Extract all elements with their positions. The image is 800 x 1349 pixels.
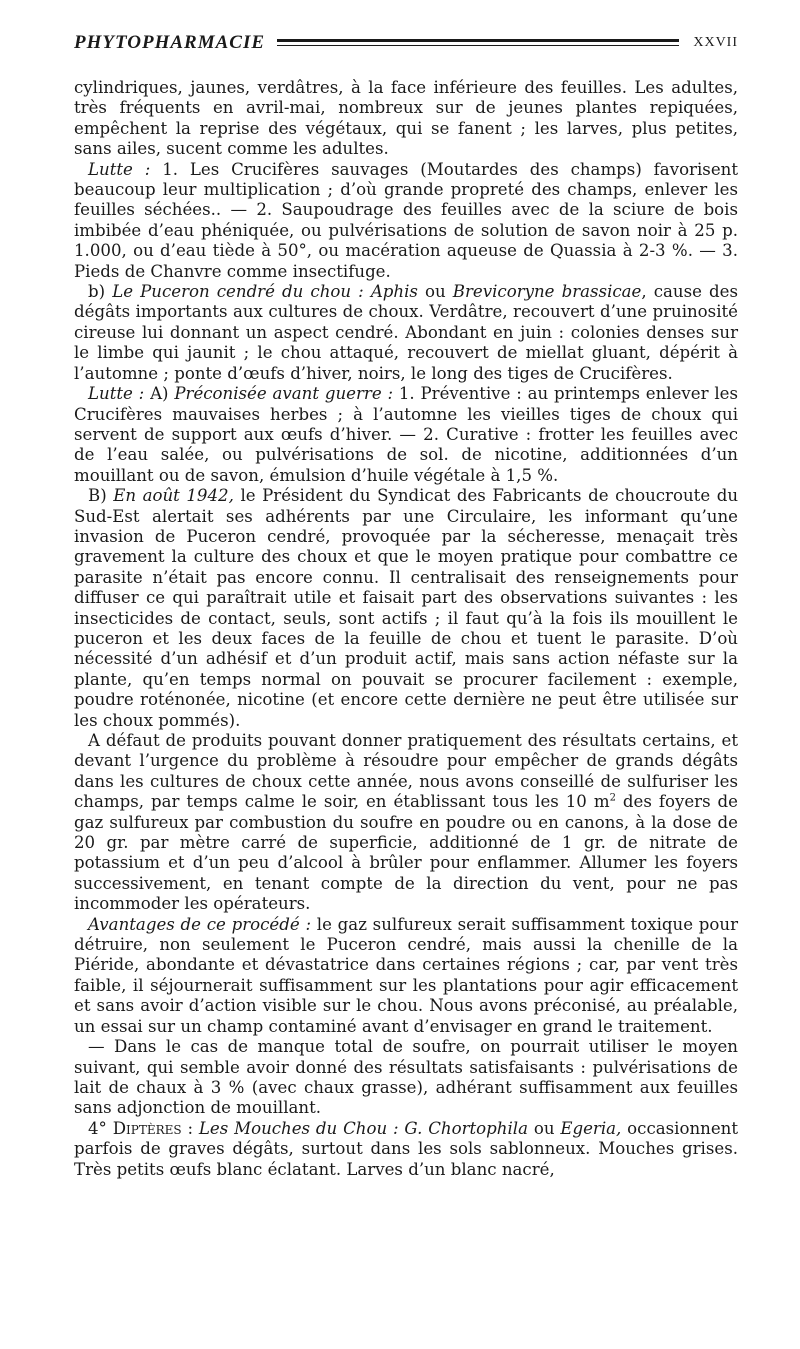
- paragraph-5-text: le Président du Syndicat des Fabricants de choucroute du Sud-Est alertait ses adhérents par une Circulaire, les informant qu’une invasion de Puceron cendré, provoquée par la sécheresse, menaçait très gravement la culture des choux et que le moyen pratique pour combattre ce parasite n’était pas encore connu. Il centralisait des renseignements pour diffuser ce qui paraîtrait utile et faisait part des observations suivantes : les insecticides de contact, seuls, sont actifs ; il faut qu’à la fois ils mouillent le puceron et les deux faces de la feuille de chou et tuent le parasite. D’où nécessité d’un adhésif et d’un produit actif, mais sans action néfaste sur la plante, qu’en temps normal on pouvait se procurer facilement : exemple, poudre roténonée, nicotine (et encore cette dernière ne peut être utilisée sur les choux pommés).: [74, 486, 739, 730]
- page-number: XXVII: [693, 35, 738, 50]
- paragraph-9-text: occasionnent parfois de graves dégâts, surtout dans les sols sablonneux. Mouches grises. Très petits œufs blanc éclatant. Larves d’un blanc nacré,: [74, 1118, 739, 1179]
- date-label: En août 1942,: [113, 486, 234, 506]
- paragraph-7-text: le gaz sulfureux serait suffisamment toxique pour détruire, non seulement le Puceron cendré, mais aussi la chenille de la Piéride, abondante et dévastatrice dans certaines régions ; car, par vent très faible, il séjournerait suffisamment sur les plantations pour agir efficacement et sans avoir d’action visible sur le chou. Nous avons préconisé, au préalable, un essai sur un champ contaminé avant d’envisager en grand le traitement.: [74, 914, 738, 1036]
- running-title: PHYTOPHARMACIE: [74, 32, 266, 53]
- avantages-label: Avantages de ce procédé :: [88, 914, 312, 934]
- paragraph-7: [74, 915, 738, 1037]
- subsection-title: Préconisée avant guerre :: [174, 384, 394, 404]
- paragraph-6-text-a: A défaut de produits pouvant donner pratiquement des résultats certains, et devant l’urgence du problème à résoudre pour empêcher de grands dégâts dans les cultures de choux cette année, nous avons conseillé de sulfuriser les champs, par temps calme le soir, en établissant tous les 10 m: [74, 731, 738, 812]
- paragraph-2-text: 1. Les Crucifères sauvages (Moutardes des champs) favorisent beaucoup leur multiplication ; d’où grande propreté des champs, enlever les feuilles séchées.. — 2. Saupoudrage des feuilles avec de la sciure de bois imbibée d’eau phéniquée, ou pulvérisations de solution de savon noir à 25 p. 1.000, ou d’eau tiède à 50°, ou macération aqueuse de Quassia à 2-3 %. — 3. Pieds de Chanvre comme insectifuge.: [74, 159, 738, 281]
- genus-name: Egeria,: [560, 1118, 622, 1138]
- connector-text: :: [181, 1118, 199, 1138]
- paragraph-3-text: , cause des dégâts importants aux cultures de choux. Verdâtre, recouvert d’une pruinosité cireuse lui donnant un aspect cendré. Abondant en juin : colonies denses sur le limbe qui jaunit ; le chou attaqué, recouvert de miellat gluant, dépérit à l’automne ; ponte d’œufs d’hiver, noirs, le long des tiges de Crucifères.: [74, 282, 738, 383]
- section-marker: B): [88, 486, 114, 506]
- section-marker: b): [88, 282, 113, 302]
- paragraph-3: [74, 282, 738, 384]
- paragraph-9: [74, 1119, 738, 1180]
- section-title: Le Puceron cendré du chou : Aphis: [112, 282, 418, 302]
- document-page: [74, 30, 738, 1180]
- section-marker: A): [144, 384, 175, 404]
- paragraph-4-text: 1. Préventive : au printemps enlever les Crucifères mauvaises herbes ; à l’automne les vieilles tiges de choux qui servent de support aux œufs d’hiver. — 2. Curative : frotter les feuilles avec de l’eau salée, ou pulvérisations de sol. de nicotine, additionnées d’un mouillant ou de savon, émulsion d’huile végétale à 1,5 %.: [74, 384, 738, 485]
- section-title: Les Mouches du Chou : G. Chortophila: [198, 1118, 528, 1138]
- section-marker: 4°: [88, 1118, 113, 1138]
- page-body: [74, 78, 738, 1180]
- paragraph-2: [74, 160, 738, 282]
- page-header: [74, 30, 738, 56]
- superscript: 2: [609, 792, 616, 804]
- lutte-label: Lutte :: [88, 384, 145, 404]
- paragraph-8: — Dans le cas de manque total de soufre, on pourrait utiliser le moyen suivant, qui semble avoir donné des résultats satisfaisants : pulvérisations de lait de chaux à 3 % (avec chaux grasse), adhérant suffisamment aux feuilles sans adjonction de mouillant.: [74, 1037, 738, 1118]
- order-name: Diptères: [112, 1118, 182, 1138]
- paragraph-6-text-b: des foyers de gaz sulfureux par combustion du soufre en poudre ou en canons, à la dose de 20 gr. par mètre carré de superficie, additionné de 1 gr. de nitrate de potassium et d’un peu d’alcool à brûler pour enflammer. Allumer les foyers successivement, en tenant compte de la direction du vent, pour ne pas incommoder les opérateurs.: [74, 792, 739, 914]
- connector-text: ou: [417, 282, 453, 302]
- species-name: Brevicoryne brassicae: [452, 282, 642, 302]
- paragraph-6: [74, 731, 738, 915]
- lutte-label: Lutte :: [88, 159, 151, 179]
- connector-text: ou: [527, 1118, 561, 1138]
- paragraph-5: [74, 486, 738, 731]
- paragraph-4: [74, 384, 738, 486]
- header-rule: [277, 39, 679, 47]
- paragraph-1: cylindriques, jaunes, verdâtres, à la face inférieure des feuilles. Les adultes, très fréquents en avril-mai, nombreux sur de jeunes plantes repiquées, empêchent la reprise des végétaux, qui se fanent ; les larves, plus petites, sans ailes, sucent comme les adultes.: [74, 78, 738, 159]
